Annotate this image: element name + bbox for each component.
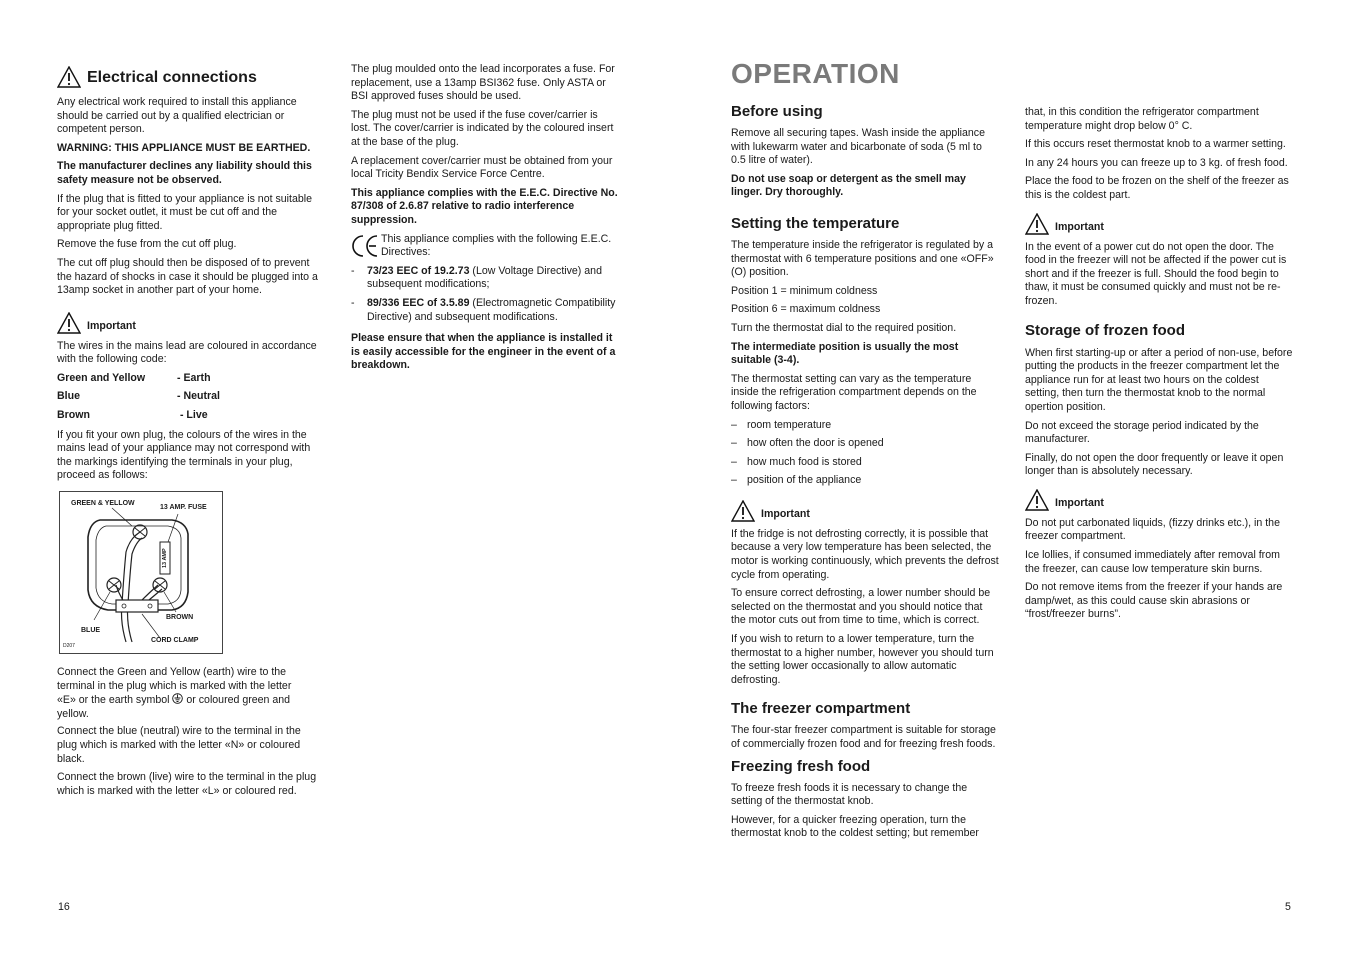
paragraph: Remove the fuse from the cut off plug. xyxy=(57,238,237,251)
warning-triangle-icon xyxy=(1025,213,1049,235)
directive-description: (Low Voltage Directive) and subsequent modifications; xyxy=(367,264,602,291)
ce-mark-icon xyxy=(351,233,379,259)
important-label: Important xyxy=(87,320,136,333)
paragraph: Turn the thermostat dial to the required position. xyxy=(731,321,957,334)
warning-triangle-icon xyxy=(1025,489,1049,511)
paragraph: If this occurs reset thermostat knob to a warmer setting. xyxy=(1025,138,1286,151)
important-label: Important xyxy=(1055,497,1104,510)
list-item: – position of the appliance xyxy=(731,474,999,488)
important-label: Important xyxy=(761,508,810,521)
ce-text: This appliance complies with the following E.E.C. Directives: xyxy=(381,232,612,259)
paragraph: Do not put carbonated liquids, (fizzy drinks etc.), in the freezer compartment. xyxy=(1025,516,1280,543)
wire-color: Blue xyxy=(57,389,80,402)
paragraph: Do not exceed the storage period indicated by the manufacturer. xyxy=(1025,419,1259,446)
wire-color: Green and Yellow xyxy=(57,371,146,384)
fuse-label: 13 AMP. FUSE xyxy=(160,504,207,512)
operation-title-wrap xyxy=(731,58,900,90)
paragraph: Position 6 = maximum coldness xyxy=(731,303,881,316)
paragraph: Finally, do not open the door frequently or leave it open longer than is absolutely necessary. xyxy=(1025,451,1284,478)
directive-list xyxy=(351,265,619,324)
list-item: – room temperature xyxy=(731,419,999,433)
paragraph: If you wish to return to a lower temperature, turn the thermostat to a higher number, however you should turn the setting lower occasionally to allow automatic defrosting. xyxy=(731,633,994,686)
paragraph: A replacement cover/carrier must be obtained from your local Tricity Bendix Service Force Centre. xyxy=(351,154,613,181)
green-yellow-label: GREEN & YELLOW xyxy=(71,500,135,508)
earth-text-a: Connect the Green and Yellow (earth) wire to the terminal in the plug which is marked with the letter xyxy=(57,666,292,692)
page-number-right: 5 xyxy=(1285,901,1291,913)
brown-label: BROWN xyxy=(166,614,194,622)
earth-text-b: «E» or the earth symbol xyxy=(57,694,170,707)
list-item xyxy=(351,297,619,324)
wire-function: - Earth xyxy=(177,371,211,384)
paragraph: Position 1 = minimum coldness xyxy=(731,284,878,297)
storage-frozen-food-heading: Storage of frozen food xyxy=(1025,321,1185,339)
list-item xyxy=(351,265,619,292)
wire-color-code xyxy=(57,372,321,423)
freezing-fresh-food-heading: Freezing fresh food xyxy=(731,757,871,775)
paragraph: that, in this condition the refrigerator compartment temperature might drop below 0° C. xyxy=(1025,106,1259,132)
diagram-reference: D207 xyxy=(63,643,75,650)
earthed-warning: WARNING: THIS APPLIANCE MUST BE EARTHED. xyxy=(57,141,311,154)
earth-text-c: or coloured green and yellow. xyxy=(57,694,291,720)
paragraph: Do not use soap or detergent as the smell may linger. Dry thoroughly. xyxy=(731,172,966,199)
warning-triangle-icon xyxy=(731,500,755,522)
paragraph: Any electrical work required to install this appliance should be carried out by a qualified electrician or competent person. xyxy=(57,96,297,136)
important-heading-row xyxy=(57,312,321,334)
paragraph xyxy=(57,666,321,721)
paragraph: Ice lollies, if consumed immediately after removal from the freezer, can cause low temperature skin burns. xyxy=(1025,549,1280,575)
paragraph: The thermostat setting can vary as the temperature inside the refrigeration compartment depends on the following factors: xyxy=(731,372,977,412)
paragraph: The temperature inside the refrigerator is regulated by a thermostat with 6 temperature positions and one «OFF» (O) position. xyxy=(731,238,994,279)
directive-number: 89/336 EEC of 3.5.89 xyxy=(367,296,470,309)
electrical-connections-heading: Electrical connections xyxy=(87,69,257,86)
fuse-body-label: 13 AMP xyxy=(162,548,168,569)
paragraph: If the plug that is fitted to your appliance is not suitable for your socket outlet, it must be cut off and the appropriate plug fitted. xyxy=(57,192,312,232)
important-heading-row xyxy=(1025,489,1293,511)
before-using-heading: Before using xyxy=(731,103,823,120)
directive-description: (Electromagnetic Compatibility Directive) and subsequent modifications. xyxy=(367,296,616,323)
wire-color: Brown xyxy=(57,409,90,422)
paragraph: The plug moulded onto the lead incorporates a fuse. For replacement, use a 13amp BSI362 fuse. Only ASTA or BSI approved fuses should be used. xyxy=(351,63,615,103)
paragraph: To ensure correct defrosting, a lower number should be selected on the thermostat and you should notice that the motor cuts out from time to time, which is correct. xyxy=(731,587,991,627)
wire-function: - Neutral xyxy=(177,389,220,402)
warning-triangle-icon xyxy=(57,312,81,334)
paragraph: Do not remove items from the freezer if your hands are damp/wet, as this could cause skin abrasions or “frost/freezer burns”. xyxy=(1025,581,1283,621)
paragraph: If you fit your own plug, the colours of the wires in the mains lead of your appliance may not correspond with the markings identifying the terminals in your plug, proceed as follows: xyxy=(57,428,311,482)
wire-function: - Live xyxy=(177,409,208,422)
accessibility-notice: Please ensure that when the appliance is installed it is easily accessible for the engineer in the event of a breakdown. xyxy=(351,332,616,372)
paragraph: If the fridge is not defrosting correctly, it is possible that because a very low temperature has been selected, the motor is working continuously, which prevents the defrost cycle from operating. xyxy=(731,527,999,581)
blue-label: BLUE xyxy=(81,627,101,635)
paragraph: Connect the brown (live) wire to the terminal in the plug which is marked with the letter «L» or coloured red. xyxy=(57,771,317,797)
paragraph: The wires in the mains lead are coloured in accordance with the following code: xyxy=(57,339,317,366)
electrical-heading-row xyxy=(57,66,321,88)
operation-column-1 xyxy=(731,102,999,846)
factor-list xyxy=(731,419,999,488)
radio-interference-notice: This appliance complies with the E.E.C. Directive No. 87/308 of 2.6.87 relative to radio interference suppression. xyxy=(351,186,618,226)
liability-notice: The manufacturer declines any liability should this safety measure not be observed. xyxy=(57,160,312,186)
paragraph: Remove all securing tapes. Wash inside the appliance with lukewarm water and bicarbonate of soda (5 ml to 0.5 litre of water). xyxy=(731,127,985,167)
important-label: Important xyxy=(1055,220,1104,233)
plug-wiring-diagram xyxy=(59,491,223,654)
paragraph: Place the food to be frozen on the shelf of the freezer as this is the coldest part. xyxy=(1025,175,1289,201)
paragraph: In any 24 hours you can freeze up to 3 kg. of fresh food. xyxy=(1025,156,1288,169)
paragraph: To freeze fresh foods it is necessary to change the setting of the thermostat knob. xyxy=(731,781,968,808)
list-item: – how often the door is opened xyxy=(731,437,999,451)
paragraph: However, for a quicker freezing operation, turn the thermostat knob to the coldest setting; but remember xyxy=(731,813,979,840)
page-title: OPERATION xyxy=(731,58,900,89)
paragraph: The intermediate position is usually the most suitable (3-4). xyxy=(731,340,959,367)
page-number-left: 16 xyxy=(58,901,70,913)
ce-compliance xyxy=(351,233,619,260)
paragraph: In the event of a power cut do not open the door. The food in the freezer will not be affected if the power cut is short and if the freezer is full. Should the food begin to thaw, it must be consumed quickly and must not be re-frozen. xyxy=(1025,240,1287,307)
list-item: – how much food is stored xyxy=(731,456,999,470)
fuse-information-column xyxy=(351,63,619,378)
paragraph: Connect the blue (neutral) wire to the terminal in the plug which is marked with the letter «N» or coloured black. xyxy=(57,725,301,765)
important-heading-row xyxy=(1025,213,1293,235)
electrical-connections-column xyxy=(57,66,321,803)
paragraph: The cut off plug should then be disposed of to prevent the hazard of shocks in case it should be plugged into a 13amp socket in another part of your home. xyxy=(57,256,318,297)
warning-triangle-icon xyxy=(57,66,81,88)
freezer-compartment-heading: The freezer compartment xyxy=(731,700,911,718)
paragraph: The plug must not be used if the fuse cover/carrier is lost. The cover/carrier is indicated by the coloured insert at the base of the plug. xyxy=(351,108,614,148)
important-heading-row xyxy=(731,500,999,522)
operation-column-2 xyxy=(1025,106,1293,627)
setting-temperature-heading: Setting the temperature xyxy=(731,214,900,232)
directive-number: 73/23 EEC of 19.2.73 xyxy=(367,264,470,277)
paragraph: The four-star freezer compartment is suitable for storage of commercially frozen food and for freezing fresh foods. xyxy=(731,724,996,750)
paragraph: When first starting-up or after a period of non-use, before putting the products in the freezer compartment let the appliance run for at least two hours on the coldest setting, then turn the thermostat knob to the normal opertion position. xyxy=(1025,346,1293,413)
earth-symbol-icon xyxy=(172,693,183,704)
cord-clamp-label: CORD CLAMP xyxy=(151,637,199,645)
